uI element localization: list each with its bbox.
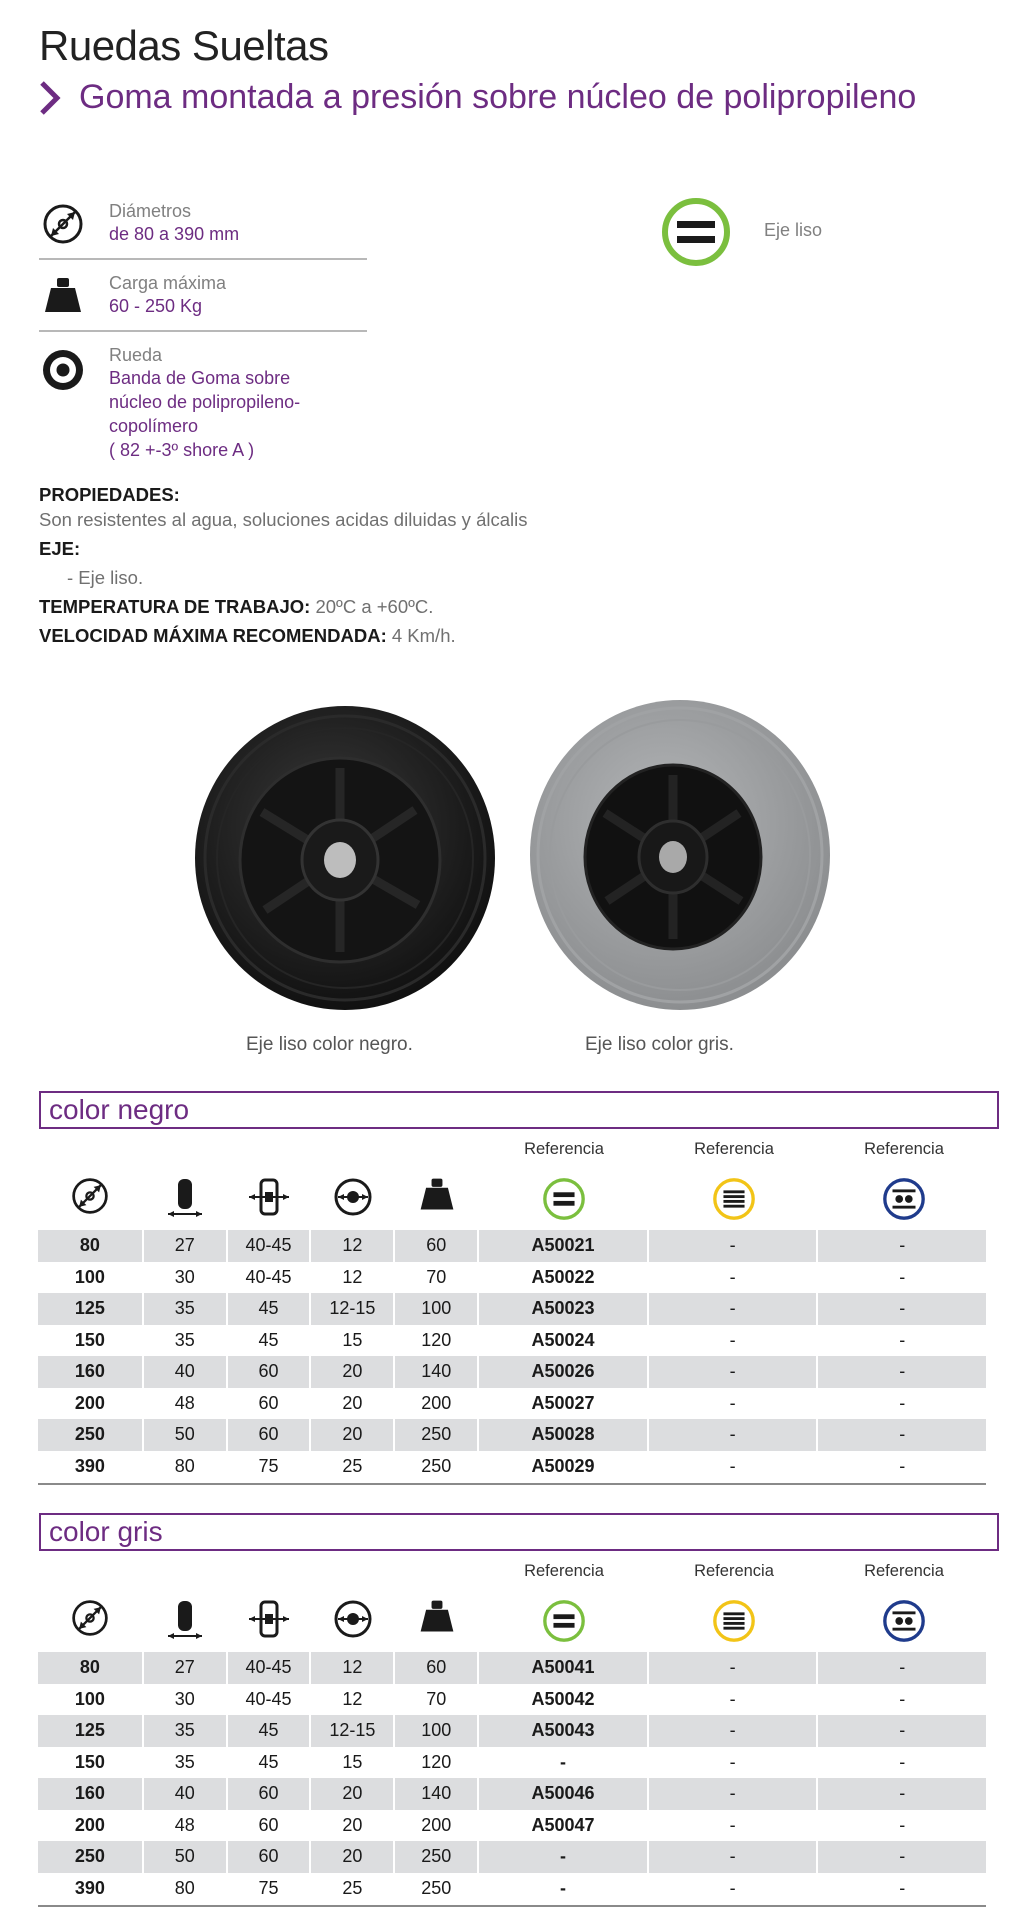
table-cell: 30 xyxy=(174,1688,195,1709)
table-cell: 140 xyxy=(395,1356,477,1388)
diameter-cell: 200 xyxy=(74,1392,105,1413)
axle-bore-icon xyxy=(312,1176,394,1218)
wheel-photo-black xyxy=(190,700,500,1015)
table-block-grey xyxy=(38,1562,990,1907)
table-cell: 50 xyxy=(144,1419,226,1451)
table-cell: 100 xyxy=(395,1715,477,1747)
diameter-cell: 200 xyxy=(74,1814,105,1835)
diameter-cell: 160 xyxy=(38,1778,142,1810)
props-text: Son resistentes al agua, soluciones acidas diluidas y álcalis xyxy=(39,509,528,530)
table-cell: 200 xyxy=(421,1814,452,1835)
plain-axle-icon xyxy=(480,1176,648,1222)
table-row xyxy=(38,1873,986,1905)
diameter-cell: 250 xyxy=(38,1841,142,1873)
table-cell: 45 xyxy=(228,1715,310,1747)
reference-cell: A50028 xyxy=(479,1419,647,1451)
table-cell: 60 xyxy=(258,1814,279,1835)
reference-cell: - xyxy=(899,1455,906,1476)
diameter-cell: 150 xyxy=(74,1751,105,1772)
table-cell: 25 xyxy=(342,1877,363,1898)
spec-list xyxy=(39,196,367,462)
reference-cell: - xyxy=(899,1814,906,1835)
table-row xyxy=(38,1230,986,1262)
reference-cell: - xyxy=(729,1877,736,1898)
table-cell: 80 xyxy=(174,1455,195,1476)
table-cell: 40-45 xyxy=(228,1230,310,1262)
reference-cell: - xyxy=(729,1814,736,1835)
page-title: Ruedas Sueltas xyxy=(39,22,329,69)
spec-value: ( 82 +-3º shore A ) xyxy=(109,440,255,460)
spec-load xyxy=(39,260,367,332)
reference-cell: - xyxy=(818,1230,986,1262)
table-cell: 20 xyxy=(311,1356,393,1388)
diameter-cell: 80 xyxy=(38,1230,142,1262)
reference-header: Referencia xyxy=(524,1562,604,1580)
reference-cell: A50046 xyxy=(479,1778,647,1810)
diameter-cell: 80 xyxy=(38,1652,142,1684)
diameter-cell: 125 xyxy=(38,1715,142,1747)
reference-cell: - xyxy=(649,1841,817,1873)
spec-value: 60 - 250 Kg xyxy=(109,296,203,316)
reference-cell: - xyxy=(899,1877,906,1898)
table-cell: 40-45 xyxy=(245,1688,292,1709)
reference-header: Referencia xyxy=(694,1140,774,1158)
table-cell: 60 xyxy=(395,1652,477,1684)
table-cell: 20 xyxy=(342,1814,363,1835)
axle-title: EJE: xyxy=(39,538,81,559)
spec-value: Banda de Goma sobre xyxy=(109,368,291,388)
table-cell: 15 xyxy=(342,1751,363,1772)
ball-bearing-icon xyxy=(820,1598,988,1644)
reference-header: Referencia xyxy=(524,1140,604,1158)
table-cell: 12 xyxy=(342,1688,363,1709)
plain-axle-icon xyxy=(480,1598,648,1644)
reference-cell: - xyxy=(818,1652,986,1684)
spec-label: Carga máxima xyxy=(109,273,227,293)
table-cell: 35 xyxy=(174,1751,195,1772)
reference-cell: - xyxy=(729,1751,736,1772)
reference-cell: - xyxy=(818,1356,986,1388)
reference-cell: - xyxy=(899,1688,906,1709)
subtitle-text: Goma montada a presión sobre núcleo de polipropileno xyxy=(79,78,917,116)
table-cell: 60 xyxy=(228,1778,310,1810)
table-cell: 60 xyxy=(395,1230,477,1262)
reference-header: Referencia xyxy=(694,1562,774,1580)
table-cell: 60 xyxy=(228,1841,310,1873)
reference-cell: - xyxy=(649,1356,817,1388)
table-row xyxy=(38,1810,986,1842)
reference-cell: - xyxy=(649,1778,817,1810)
reference-cell: A50024 xyxy=(531,1329,595,1350)
table-cell: 60 xyxy=(258,1392,279,1413)
reference-cell: - xyxy=(818,1778,986,1810)
temp-title: TEMPERATURA DE TRABAJO: xyxy=(39,596,311,617)
table-bottom-rule xyxy=(38,1483,986,1485)
chevron-right-icon xyxy=(39,80,61,116)
table-cell: 80 xyxy=(174,1877,195,1898)
hub-length-icon xyxy=(228,1598,310,1640)
table-cell: 75 xyxy=(258,1455,279,1476)
spec-value: de 80 a 390 mm xyxy=(109,224,240,244)
photo-caption-grey: Eje liso color gris. xyxy=(585,1034,734,1055)
axle-text: - Eje liso. xyxy=(67,567,144,588)
table-cell: 40 xyxy=(144,1778,226,1810)
weight-icon xyxy=(396,1598,478,1636)
diameter-cell: 390 xyxy=(74,1455,105,1476)
table-row xyxy=(38,1262,986,1294)
table-cell: 12 xyxy=(342,1266,363,1287)
spec-label: Rueda xyxy=(109,345,163,365)
reference-cell: - xyxy=(899,1266,906,1287)
table-cell: 140 xyxy=(395,1778,477,1810)
table-cell: 15 xyxy=(342,1329,363,1350)
reference-cell: - xyxy=(729,1688,736,1709)
props-title: PROPIEDADES: xyxy=(39,484,180,505)
table-cell: 20 xyxy=(342,1392,363,1413)
table-cell: 250 xyxy=(395,1841,477,1873)
table-cell: 12-15 xyxy=(311,1715,393,1747)
reference-cell: - xyxy=(818,1293,986,1325)
table-cell: 12-15 xyxy=(311,1293,393,1325)
table-cell: 20 xyxy=(311,1778,393,1810)
diameter-cell: 100 xyxy=(74,1688,105,1709)
reference-cell: A50041 xyxy=(479,1652,647,1684)
table-row xyxy=(38,1419,986,1451)
table-cell: 60 xyxy=(228,1356,310,1388)
reference-header: Referencia xyxy=(864,1562,944,1580)
reference-cell: - xyxy=(729,1392,736,1413)
diameter-cell: 150 xyxy=(74,1329,105,1350)
table-cell: 20 xyxy=(311,1419,393,1451)
table-cell: 25 xyxy=(342,1455,363,1476)
reference-cell: - xyxy=(649,1293,817,1325)
weight-icon xyxy=(41,276,85,321)
table-cell: 30 xyxy=(174,1266,195,1287)
diameter-icon xyxy=(41,202,85,251)
table-block-black xyxy=(38,1140,990,1485)
table-cell: 100 xyxy=(395,1293,477,1325)
table-cell: 40-45 xyxy=(228,1652,310,1684)
table-row xyxy=(38,1451,986,1483)
table-cell: 35 xyxy=(144,1293,226,1325)
spec-wheel xyxy=(39,332,367,462)
table-cell: 250 xyxy=(421,1455,452,1476)
speed-text: 4 Km/h. xyxy=(391,625,456,646)
reference-cell: - xyxy=(649,1230,817,1262)
reference-cell: - xyxy=(729,1329,736,1350)
reference-cell: A50021 xyxy=(479,1230,647,1262)
table-cell: 70 xyxy=(426,1688,447,1709)
hub-length-icon xyxy=(228,1176,310,1218)
spec-diameter xyxy=(39,196,367,260)
table-cell: 45 xyxy=(258,1751,279,1772)
reference-cell: A50043 xyxy=(479,1715,647,1747)
reference-cell: - xyxy=(818,1841,986,1873)
table-cell: 45 xyxy=(258,1329,279,1350)
table-cell: 250 xyxy=(421,1877,452,1898)
speed-title: VELOCIDAD MÁXIMA RECOMENDADA: xyxy=(39,625,387,646)
table-row xyxy=(38,1778,986,1810)
axle-label: Eje liso xyxy=(764,220,823,240)
diameter-cell: 160 xyxy=(38,1356,142,1388)
wheel-width-icon xyxy=(144,1176,226,1218)
table-cell: 12 xyxy=(311,1230,393,1262)
reference-cell: - xyxy=(479,1841,647,1873)
reference-cell: A50026 xyxy=(479,1356,647,1388)
table-cell: 27 xyxy=(144,1230,226,1262)
spec-value: núcleo de polipropileno-copolímero xyxy=(109,392,301,436)
table-cell: 20 xyxy=(311,1841,393,1873)
table-cell: 35 xyxy=(144,1715,226,1747)
reference-cell: - xyxy=(649,1652,817,1684)
diameter-icon xyxy=(38,1598,142,1638)
reference-cell: - xyxy=(818,1419,986,1451)
table-cell: 120 xyxy=(421,1751,452,1772)
reference-cell: - xyxy=(899,1329,906,1350)
reference-cell: - xyxy=(899,1751,906,1772)
diameter-cell: 390 xyxy=(74,1877,105,1898)
table-row xyxy=(38,1293,986,1325)
diameter-cell: 125 xyxy=(38,1293,142,1325)
wheel-width-icon xyxy=(144,1598,226,1640)
reference-cell: A50022 xyxy=(531,1266,595,1287)
spec-table xyxy=(36,1652,988,1904)
spec-label: Diámetros xyxy=(109,201,192,221)
diameter-icon xyxy=(38,1176,142,1216)
roller-bearing-icon xyxy=(650,1598,818,1644)
table-cell: 70 xyxy=(426,1266,447,1287)
reference-cell: A50027 xyxy=(531,1392,595,1413)
reference-cell: A50047 xyxy=(531,1814,595,1835)
table-cell: 48 xyxy=(174,1392,195,1413)
table-row xyxy=(38,1356,986,1388)
reference-cell: - xyxy=(649,1715,817,1747)
reference-cell: - xyxy=(560,1751,566,1772)
weight-icon xyxy=(396,1176,478,1214)
table-row xyxy=(38,1388,986,1420)
spec-table xyxy=(36,1230,988,1482)
table-cell: 40 xyxy=(144,1356,226,1388)
table-row xyxy=(38,1841,986,1873)
reference-cell: A50042 xyxy=(531,1688,595,1709)
table-row xyxy=(38,1325,986,1357)
table-row xyxy=(38,1747,986,1779)
reference-cell: A50029 xyxy=(531,1455,595,1476)
table-row xyxy=(38,1684,986,1716)
ball-bearing-icon xyxy=(820,1176,988,1222)
table-cell: 60 xyxy=(228,1419,310,1451)
plain-axle-icon xyxy=(660,196,732,273)
diameter-cell: 250 xyxy=(38,1419,142,1451)
reference-cell: - xyxy=(899,1392,906,1413)
table-cell: 50 xyxy=(144,1841,226,1873)
reference-cell: - xyxy=(560,1877,566,1898)
temp-text: 20ºC a +60ºC. xyxy=(315,596,434,617)
table-row xyxy=(38,1652,986,1684)
section-heading-grey: color gris xyxy=(39,1513,999,1551)
table-cell: 27 xyxy=(144,1652,226,1684)
table-cell: 35 xyxy=(174,1329,195,1350)
section-heading-black: color negro xyxy=(39,1091,999,1129)
diameter-cell: 100 xyxy=(74,1266,105,1287)
wheel-photo-grey xyxy=(525,695,835,1015)
table-cell: 40-45 xyxy=(245,1266,292,1287)
reference-cell: - xyxy=(649,1419,817,1451)
reference-cell: - xyxy=(729,1266,736,1287)
page-subtitle xyxy=(39,78,916,117)
table-cell: 120 xyxy=(421,1329,452,1350)
table-cell: 75 xyxy=(258,1877,279,1898)
properties xyxy=(39,480,939,650)
table-bottom-rule xyxy=(38,1905,986,1907)
roller-bearing-icon xyxy=(650,1176,818,1222)
axle-bore-icon xyxy=(312,1598,394,1640)
table-cell: 45 xyxy=(228,1293,310,1325)
reference-cell: - xyxy=(729,1455,736,1476)
table-cell: 250 xyxy=(395,1419,477,1451)
table-cell: 200 xyxy=(421,1392,452,1413)
wheel-icon xyxy=(41,348,85,397)
reference-cell: - xyxy=(818,1715,986,1747)
photo-caption-black: Eje liso color negro. xyxy=(246,1034,413,1055)
table-cell: 12 xyxy=(311,1652,393,1684)
reference-cell: A50023 xyxy=(479,1293,647,1325)
table-cell: 48 xyxy=(174,1814,195,1835)
reference-header: Referencia xyxy=(864,1140,944,1158)
table-row xyxy=(38,1715,986,1747)
